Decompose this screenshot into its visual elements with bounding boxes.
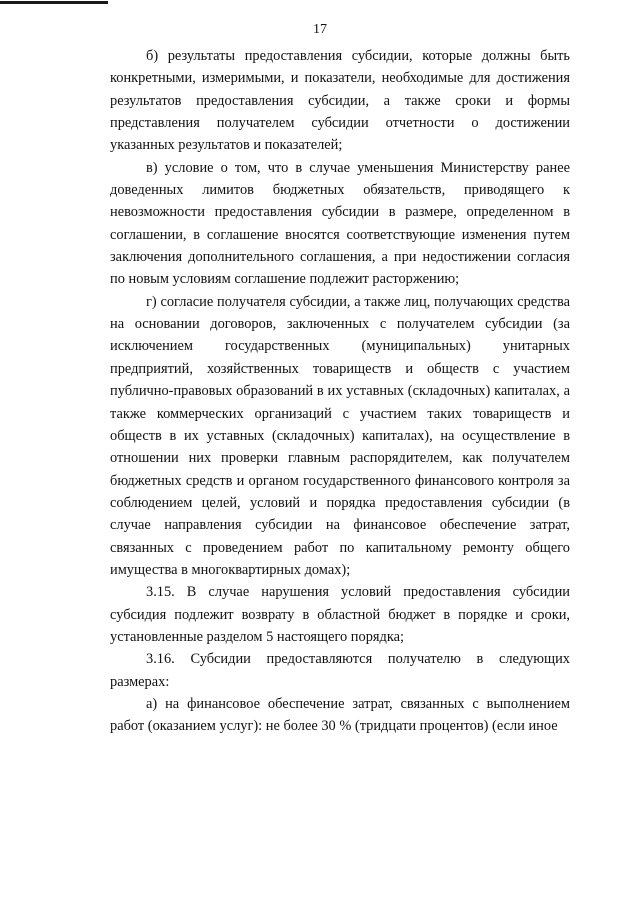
document-body (110, 45, 570, 738)
paragraph-v: в) условие о том, что в случае уменьшения Министерству ранее доведенных лимитов бюджетных обязательств, приводящего к невозможности предоставления субсидии в размере, определенном в соглашении, в соглашение вносятся соответствующие изменения путем заключения дополнительного соглашения, а при недостижении согласия по новым условиям соглашение подлежит расторжению; (110, 159, 570, 288)
scan-corner-mark (0, 1, 108, 4)
paragraph-3-16: 3.16. Субсидии предоставляются получателю в следующих размерах: (110, 651, 570, 690)
paragraph-g: г) согласие получателя субсидии, а также лиц, получающих средства на основании договоров, заключенных с получателем субсидии (за исключением государственных (муниципальных) унитарных предприятий, хозяйственных товариществ и обществ с участием публично-правовых образований в их уставных (складочных) капиталах, а также коммерческих организаций с участием таких товариществ и обществ в их уставных (складочных) капиталах), на осуществление в отношении них проверки главным распорядителем, как получателем бюджетных средств и органом государственного финансового контроля за соблюдением целей, условий и порядка предоставления субсидии (в случае направления субсидии на финансовое обеспечение затрат, связанных с проведением работ по капитальному ремонту общего имущества в многоквартирных домах); (110, 293, 570, 578)
paragraph-3-15: 3.15. В случае нарушения условий предоставления субсидии субсидия подлежит возврату в областной бюджет в порядке и сроки, установленные разделом 5 настоящего порядка; (110, 584, 570, 645)
paragraph-a: а) на финансовое обеспечение затрат, связанных с выполнением работ (оказанием услуг): не более 30 % (тридцати процентов) (если иное (110, 695, 570, 735)
page-number: 17 (313, 22, 327, 37)
paragraph-b: б) результаты предоставления субсидии, которые должны быть конкретными, измеримыми, и показатели, необходимые для достижения результатов предоставления субсидии, а также сроки и формы представления получателем субсидии отчетности о достижении указанных результатов и показателей; (110, 48, 570, 154)
